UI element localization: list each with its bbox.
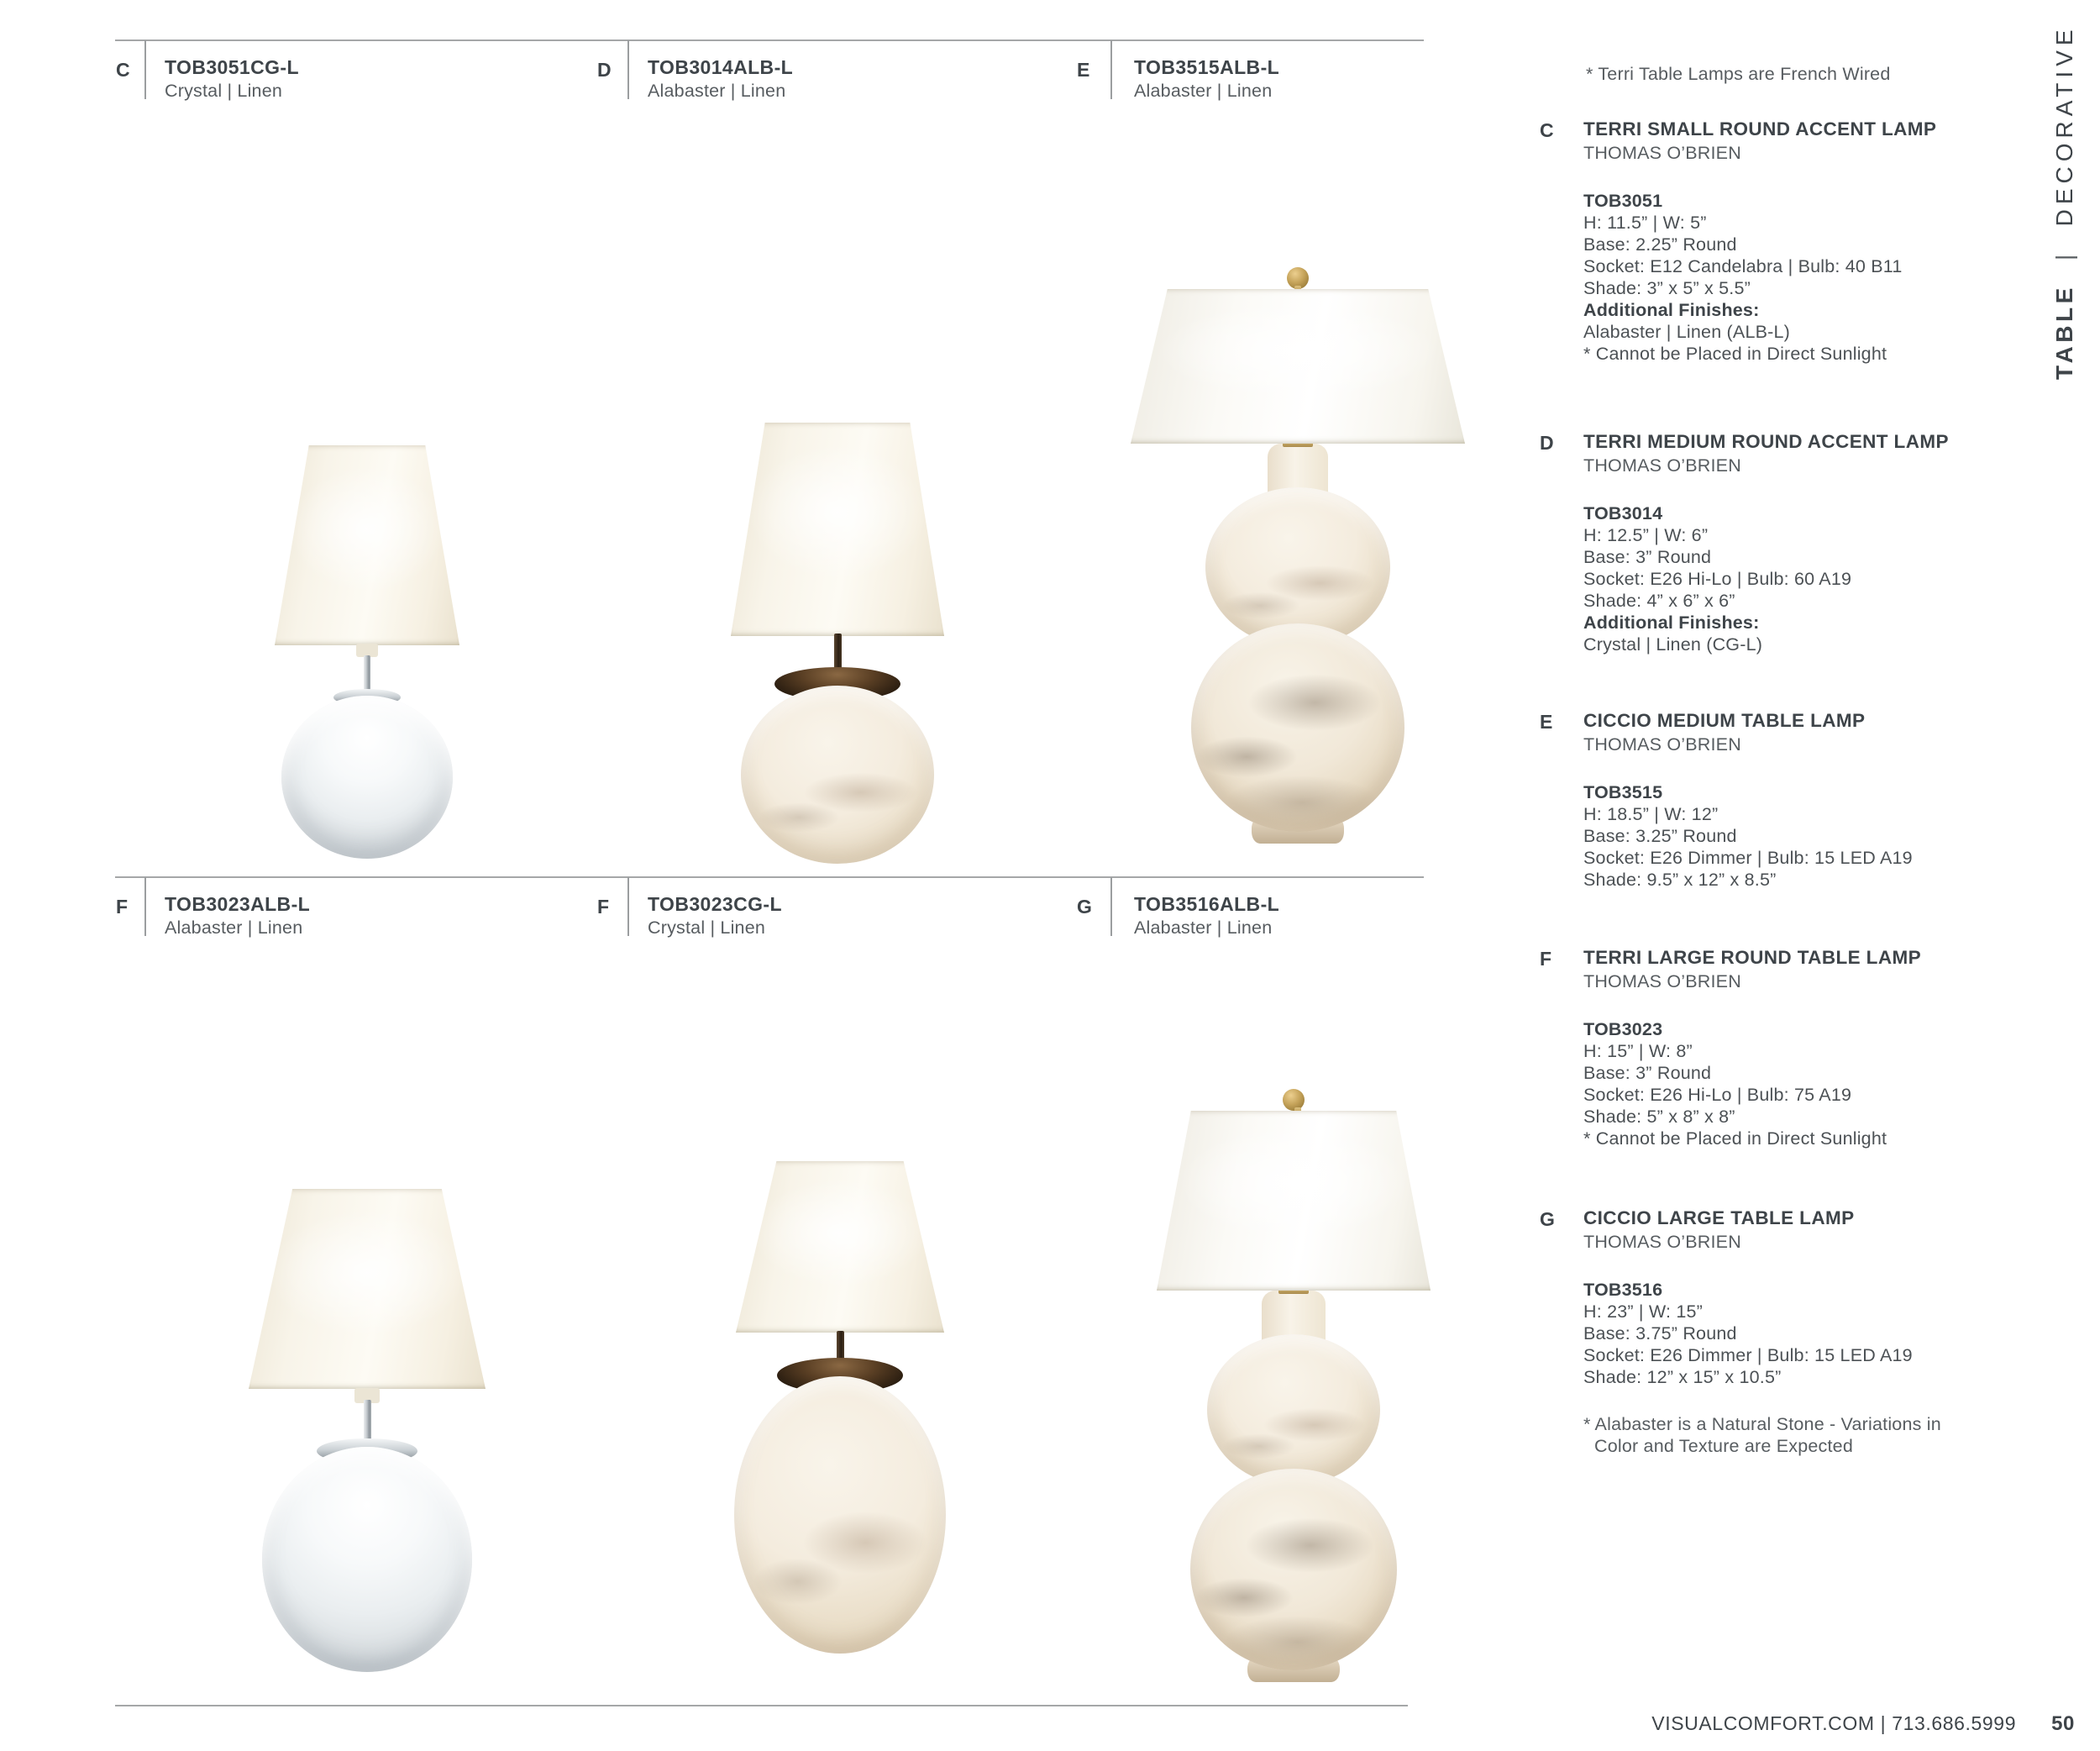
section-letter-d: D xyxy=(1540,432,1555,454)
label-divider xyxy=(144,877,146,936)
product-code: TOB3051CG-L xyxy=(165,56,299,78)
product-label-row2-g xyxy=(1134,892,1279,939)
spec-line: Base: 3” Round xyxy=(1583,1063,1712,1083)
label-divider xyxy=(1110,40,1112,99)
spec-line: * Cannot be Placed in Direct Sunlight xyxy=(1583,344,1887,364)
lamp-upper-gourd xyxy=(1207,1334,1380,1485)
spec-line: Base: 3.25” Round xyxy=(1583,826,1737,846)
wiring-note: * Terri Table Lamps are French Wired xyxy=(1586,64,1891,84)
side-tab-category: TABLE xyxy=(2051,284,2077,380)
label-divider xyxy=(627,877,629,936)
product-code: TOB3023CG-L xyxy=(648,893,782,915)
designer-name: THOMAS O’BRIEN xyxy=(1583,734,1741,755)
lamp-shade xyxy=(736,1161,944,1333)
spec-line: H: 12.5” | W: 6” xyxy=(1583,525,1709,545)
product-label-row1-d xyxy=(648,55,793,103)
lamp-crystal-base xyxy=(262,1447,472,1672)
lamp-lower-gourd xyxy=(1190,1469,1397,1670)
lamp-finial xyxy=(1283,1089,1305,1111)
spec-line: Socket: E26 Hi-Lo | Bulb: 75 A19 xyxy=(1583,1085,1852,1105)
spec-line: Shade: 4” x 6” x 6” xyxy=(1583,591,1735,611)
spec-line: Additional Finishes: xyxy=(1583,613,1760,633)
side-tab-separator: | xyxy=(2051,250,2077,261)
label-letter-f2: F xyxy=(597,896,610,918)
footer-contact: VISUALCOMFORT.COM | 713.686.5999 xyxy=(1651,1712,2017,1734)
label-divider xyxy=(144,40,146,99)
spec-line: Socket: E26 Dimmer | Bulb: 15 LED A19 xyxy=(1583,1345,1913,1365)
product-code: TOB3515ALB-L xyxy=(1134,56,1280,78)
lamp-alabaster-base xyxy=(734,1376,946,1654)
spec-line: Crystal | Linen (CG-L) xyxy=(1583,634,1763,655)
lamp-shade xyxy=(1131,289,1465,444)
lamp-shade xyxy=(275,445,459,645)
product-sku: TOB3023 xyxy=(1583,1019,1663,1039)
designer-name: THOMAS O’BRIEN xyxy=(1583,143,1741,163)
product-finish: Alabaster | Linen xyxy=(1134,81,1273,101)
section-letter-g: G xyxy=(1540,1208,1556,1230)
spec-line: H: 23” | W: 15” xyxy=(1583,1301,1704,1322)
lamp-shade xyxy=(731,423,944,636)
spec-line: Socket: E26 Dimmer | Bulb: 15 LED A19 xyxy=(1583,848,1913,868)
label-letter-e: E xyxy=(1077,59,1090,81)
designer-name: THOMAS O’BRIEN xyxy=(1583,971,1741,991)
product-label-row2-f1 xyxy=(165,892,310,939)
page-footer xyxy=(1651,1712,2075,1736)
spec-line: Base: 3.75” Round xyxy=(1583,1323,1737,1343)
product-code: TOB3014ALB-L xyxy=(648,56,794,78)
detail-section-c xyxy=(1583,118,2087,365)
spec-line: Base: 2.25” Round xyxy=(1583,234,1737,255)
product-finish: Crystal | Linen xyxy=(648,918,766,938)
lamp-shade xyxy=(1157,1111,1431,1291)
section-letter-f: F xyxy=(1540,948,1552,970)
spec-line: H: 11.5” | W: 5” xyxy=(1583,213,1707,233)
product-sku: TOB3515 xyxy=(1583,782,1663,802)
spec-line: Base: 3” Round xyxy=(1583,547,1712,567)
footer-rule xyxy=(115,1705,1408,1706)
detail-section-f xyxy=(1583,946,2087,1149)
spec-line: H: 15” | W: 8” xyxy=(1583,1041,1693,1061)
product-code: TOB3023ALB-L xyxy=(165,893,311,915)
product-sku: TOB3014 xyxy=(1583,503,1663,523)
spec-line: Additional Finishes: xyxy=(1583,300,1760,320)
product-finish: Crystal | Linen xyxy=(165,81,283,101)
top-rule-row1 xyxy=(115,39,1424,41)
label-letter-d: D xyxy=(597,59,612,81)
label-letter-g: G xyxy=(1077,896,1093,918)
product-finish: Alabaster | Linen xyxy=(648,81,786,101)
label-letter-f1: F xyxy=(116,896,129,918)
product-sku: TOB3051 xyxy=(1583,191,1663,211)
label-divider xyxy=(627,40,629,99)
spec-line: Alabaster | Linen (ALB-L) xyxy=(1583,322,1791,342)
detail-section-e xyxy=(1583,709,2087,891)
product-name: TERRI MEDIUM ROUND ACCENT LAMP xyxy=(1583,431,1949,452)
spec-line: * Cannot be Placed in Direct Sunlight xyxy=(1583,1128,1887,1149)
top-rule-row2 xyxy=(115,876,1424,878)
product-sku: TOB3516 xyxy=(1583,1280,1663,1300)
alabaster-note-line2: Color and Texture are Expected xyxy=(1594,1436,1853,1456)
detail-section-g xyxy=(1583,1207,2087,1388)
designer-name: THOMAS O’BRIEN xyxy=(1583,1232,1741,1252)
page-number: 50 xyxy=(2051,1712,2075,1735)
lamp-shade xyxy=(249,1189,486,1389)
product-name: CICCIO LARGE TABLE LAMP xyxy=(1583,1207,1855,1228)
product-name: CICCIO MEDIUM TABLE LAMP xyxy=(1583,710,1866,731)
alabaster-note-line1: * Alabaster is a Natural Stone - Variations in xyxy=(1583,1414,1941,1434)
product-label-row1-c xyxy=(165,55,299,103)
lamp-lower-gourd xyxy=(1191,623,1404,832)
product-label-row2-f2 xyxy=(648,892,782,939)
lamp-alabaster-base xyxy=(741,686,934,864)
product-label-row1-e xyxy=(1134,55,1279,103)
side-tab-subcategory: DECORATIVE xyxy=(2051,24,2077,227)
label-divider xyxy=(1110,877,1112,936)
product-name: TERRI LARGE ROUND TABLE LAMP xyxy=(1583,947,1922,968)
spec-line: Socket: E26 Hi-Lo | Bulb: 60 A19 xyxy=(1583,569,1852,589)
detail-section-d xyxy=(1583,430,2087,655)
spec-line: Shade: 3” x 5” x 5.5” xyxy=(1583,278,1751,298)
spec-line: Shade: 5” x 8” x 8” xyxy=(1583,1107,1735,1127)
alabaster-note xyxy=(1583,1413,1941,1457)
spec-line: H: 18.5” | W: 12” xyxy=(1583,804,1719,824)
product-code: TOB3516ALB-L xyxy=(1134,893,1280,915)
side-tab-table-decorative xyxy=(2051,24,2078,380)
product-finish: Alabaster | Linen xyxy=(1134,918,1273,938)
spec-line: Shade: 12” x 15” x 10.5” xyxy=(1583,1367,1782,1387)
lamp-crystal-base xyxy=(281,696,453,859)
section-letter-c: C xyxy=(1540,119,1555,141)
product-name: TERRI SMALL ROUND ACCENT LAMP xyxy=(1583,118,1937,139)
designer-name: THOMAS O’BRIEN xyxy=(1583,455,1741,476)
spec-line: Socket: E12 Candelabra | Bulb: 40 B11 xyxy=(1583,256,1903,276)
spec-line: Shade: 9.5” x 12” x 8.5” xyxy=(1583,870,1777,890)
product-finish: Alabaster | Linen xyxy=(165,918,303,938)
label-letter-c: C xyxy=(116,59,131,81)
section-letter-e: E xyxy=(1540,711,1553,733)
